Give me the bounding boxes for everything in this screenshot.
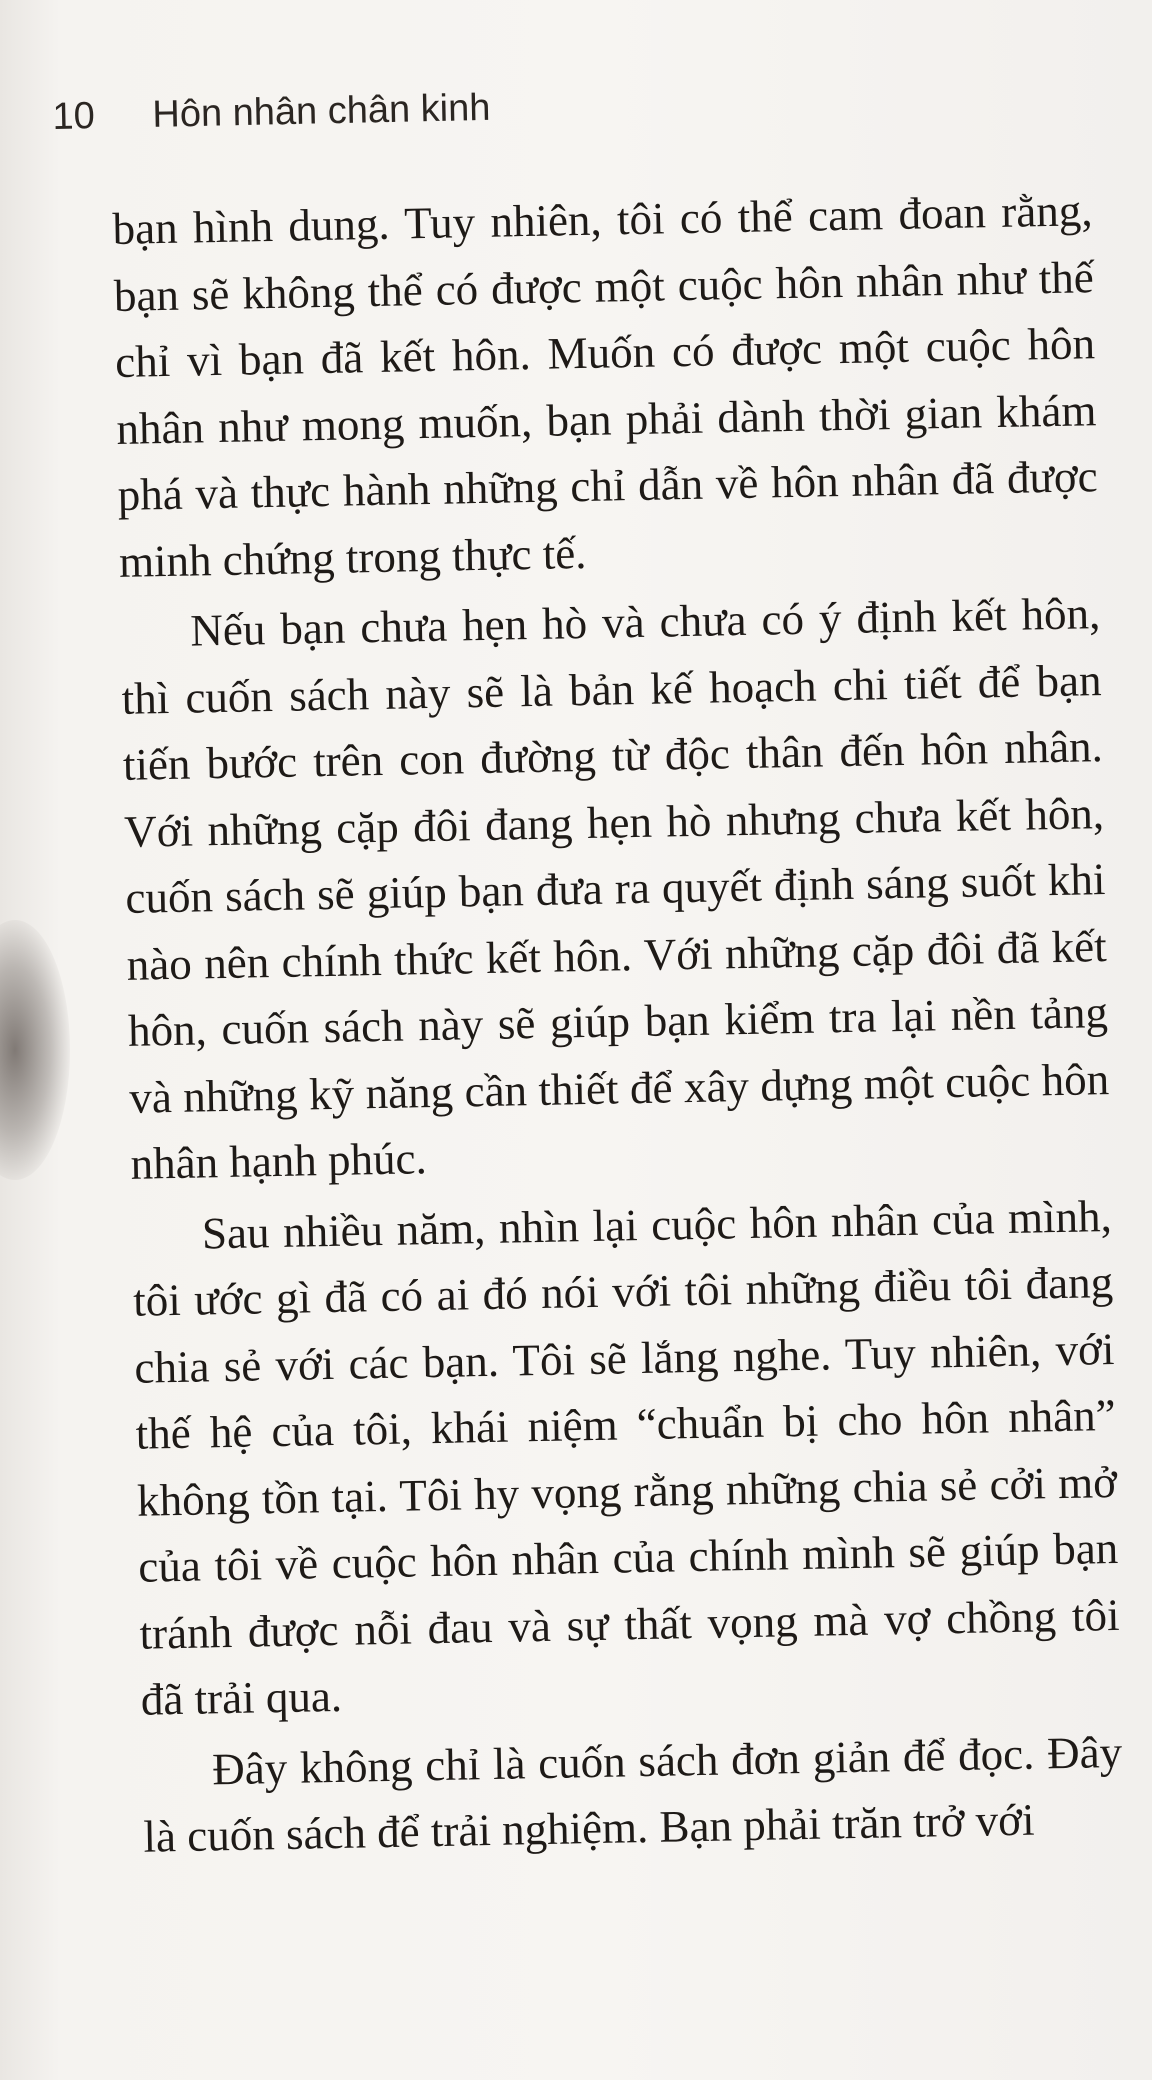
body-text	[112, 177, 1124, 1870]
thumb-shadow	[0, 920, 70, 1180]
book-title: Hôn nhân chân kinh	[151, 86, 491, 136]
page-number: 10	[52, 95, 96, 138]
paragraph-3: Sau nhiều năm, nhìn lại cuộc hôn nhân của mình, tôi ước gì đã có ai đó nói với tôi những điều tôi đang chia sẻ với các bạn. Tôi sẽ lắng nghe. Tuy nhiên, với thế hệ của tôi, khái niệm “chuẩn bị cho hôn nhân” không tồn tại. Tôi hy vọng rằng những chia sẻ cởi mở của tôi về cuộc hôn nhân của chính mình sẽ giúp bạn tránh được nỗi đau và sự thất vọng mà vợ chồng tôi đã trải qua.	[132, 1190, 1120, 1725]
paragraph-2: Nếu bạn chưa hẹn hò và chưa có ý định kết hôn, thì cuốn sách này sẽ là bản kế hoạch chi tiết để bạn tiến bước trên con đường từ độc thân đến hôn nhân. Với những cặp đôi đang hẹn hò nhưng chưa kết hôn, cuốn sách sẽ giúp bạn đưa ra quyết định sáng suốt khi nào nên chính thức kết hôn. Với những cặp đôi đã kết hôn, cuốn sách này sẽ giúp bạn kiểm tra lại nền tảng và những kỹ năng cần thiết để xây dựng một cuộc hôn nhân hạnh phúc.	[121, 588, 1110, 1189]
paragraph-1: bạn hình dung. Tuy nhiên, tôi có thể cam đoan rằng, bạn sẽ không thể có được một cuộc hôn nhân như thế chỉ vì bạn đã kết hôn. Muốn có được một cuộc hôn nhân như mong muốn, bạn phải dành thời gian khám phá và thực hành những chỉ dẫn về hôn nhân đã được minh chứng trong thực tế.	[112, 185, 1099, 587]
paragraph-4: Đây không chỉ là cuốn sách đơn giản để đọc. Đây là cuốn sách để trải nghiệm. Bạn phải trăn trở với	[143, 1726, 1123, 1862]
running-header	[52, 87, 491, 139]
